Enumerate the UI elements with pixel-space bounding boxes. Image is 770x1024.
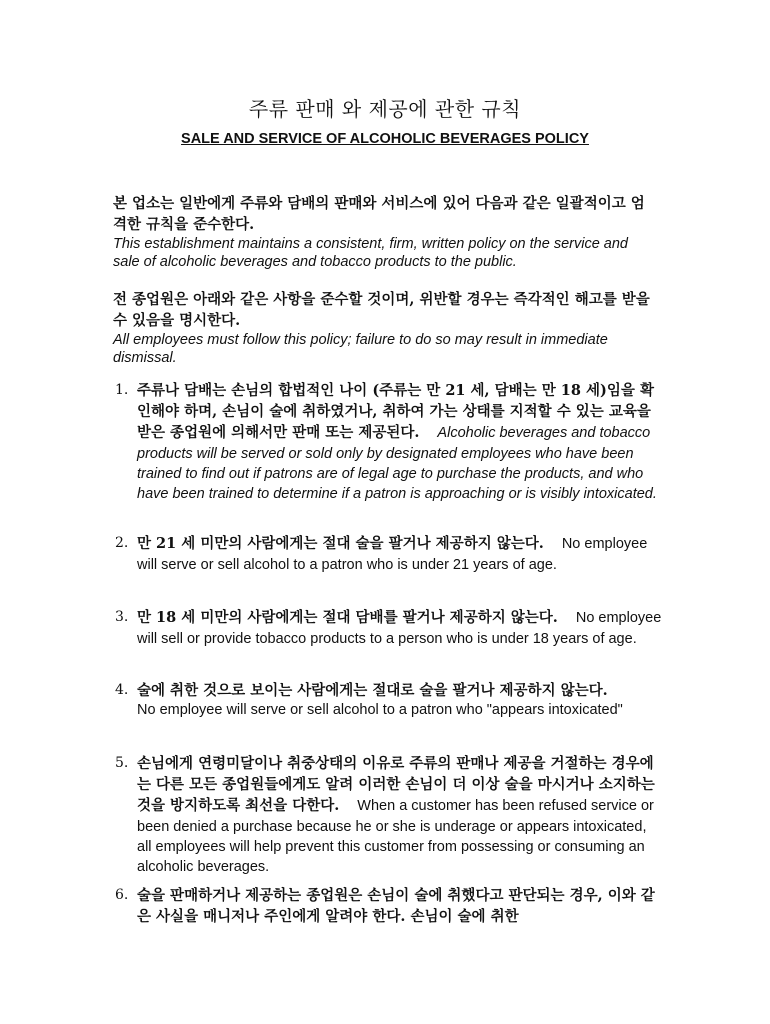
policy-item-1 [115, 380, 662, 503]
intro-2-korean: 전 종업원은 아래와 같은 사항을 준수할 것이며, 위반할 경우는 즉각적인 해고를 받을 수 있음을 명시한다. [113, 291, 650, 329]
intro-paragraph-1 [113, 193, 658, 271]
item-number: 2. [115, 535, 129, 551]
item-english: Alcoholic beverages and tobacco products will be served or sold only by designated employees who have been trained to find out if patrons are of legal age to purchase the products, and who have been trained to determine if a patron is approaching or is visibly intoxicated. [137, 425, 657, 502]
item-korean: 만 18 세 미만의 사람에게는 절대 담배를 팔거나 제공하지 않는다. [137, 609, 558, 626]
item-english: No employee will serve or sell alcohol to a patron who is under 21 years of age. [137, 536, 648, 573]
item-number: 3. [115, 609, 129, 625]
item-number: 4. [115, 682, 129, 698]
item-korean: 술에 취한 것으로 보이는 사람에게는 절대로 술을 팔거나 제공하지 않는다. [137, 682, 608, 699]
policy-item-6 [115, 885, 662, 927]
item-korean: 손님에게 연령미달이나 취중상태의 이유로 주류의 판매나 제공을 거절하는 경우에는 다른 모든 종업원들에게도 알려 이러한 손님이 더 이상 술을 마시거나 소지하는 것을 방지하도록 최선을 다한다. [137, 755, 655, 814]
intro-2-english: All employees must follow this policy; failure to do so may result in immediate dismissal. [113, 332, 608, 366]
item-number: 6. [115, 887, 129, 903]
item-english: No employee will sell or provide tobacco products to a person who is under 18 years of age. [137, 610, 662, 647]
intro-paragraph-2 [113, 289, 658, 367]
item-korean: 주류나 담배는 손님의 합법적인 나이 (주류는 만 21 세, 담배는 만 18 세)임을 확인해야 하며, 손님이 술에 취하였거나, 취하여 가는 상태를 지적할 수 있는 교육을 받은 종업원에 의해서만 판매 또는 제공된다. [137, 382, 654, 441]
item-english: When a customer has been refused service or been denied a purchase because he or she is underage or appears intoxicated, all employees will help prevent this customer from possessing or consuming an alcoholic beverages. [137, 798, 654, 875]
item-number: 5. [115, 755, 129, 771]
policy-item-4 [115, 680, 662, 719]
intro-1-korean: 본 업소는 일반에게 주류와 담배의 판매와 서비스에 있어 다음과 같은 일괄적이고 엄격한 규칙을 준수한다. [113, 195, 645, 233]
item-korean: 만 21 세 미만의 사람에게는 절대 술을 팔거나 제공하지 않는다. [137, 535, 544, 552]
policy-item-3 [115, 607, 662, 648]
item-english: No employee will serve or sell alcohol to a patron who "appears intoxicated" [137, 702, 623, 718]
policy-item-2 [115, 533, 662, 574]
item-korean: 술을 판매하거나 제공하는 종업원은 손님이 술에 취했다고 판단되는 경우, 이와 같은 사실을 매니저나 주인에게 알려야 한다. 손님이 술에 취한 [137, 887, 655, 925]
item-number: 1. [115, 382, 129, 398]
title-english: SALE AND SERVICE OF ALCOHOLIC BEVERAGES POLICY [181, 131, 589, 147]
policy-item-5 [115, 753, 662, 876]
intro-1-english: This establishment maintains a consistent, firm, written policy on the service and sale of alcoholic beverages and tobacco products to the public. [113, 236, 628, 270]
title-korean: 주류 판매 와 제공에 관한 규칙 [248, 97, 522, 121]
